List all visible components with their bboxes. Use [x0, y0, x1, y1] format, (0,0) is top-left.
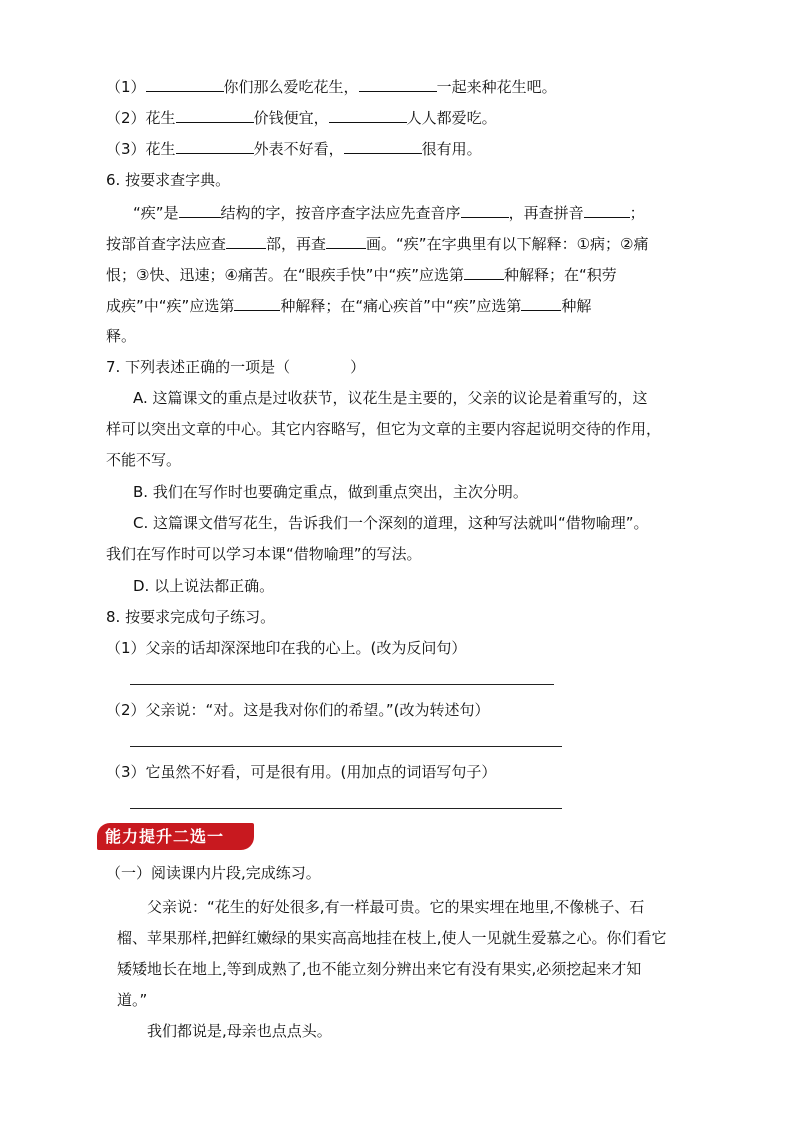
item-text: 一起来种花生吧。: [436, 78, 557, 96]
q6-line-3: [106, 264, 617, 285]
q8-sentence-3: （3）它虽然不好看，可是很有用。(用加点的词语写句子）: [106, 763, 497, 781]
answer-blank[interactable]: [461, 202, 509, 218]
q5-item-1: [106, 76, 557, 97]
answer-blank[interactable]: [234, 295, 280, 311]
q7-title-text: 7. 下列表述正确的一项是（: [106, 358, 291, 376]
answer-blank[interactable]: [176, 138, 254, 154]
answer-blank[interactable]: [176, 107, 254, 123]
passage-line-5: 我们都说是,母亲也点点头。: [147, 1022, 332, 1040]
q6-line-4: [106, 295, 591, 316]
q6-text: 种解: [561, 297, 592, 315]
passage-line-1: 父亲说：“花生的好处很多,有一样最可贵。它的果实埋在地里,不像桃子、石: [147, 898, 645, 916]
q5-item-2: [106, 107, 497, 128]
reading-heading: （一）阅读课内片段,完成练习。: [106, 864, 321, 882]
q5-item-3: [106, 138, 482, 159]
q6-text: 结构的字，按音序查字法应先查音序: [220, 204, 461, 222]
section-badge: 能力提升二选一: [97, 823, 254, 850]
item-text: 你们那么爱吃花生，: [223, 78, 359, 96]
item-text: 很有用。: [421, 140, 482, 158]
answer-blank[interactable]: [344, 138, 422, 154]
q7-title: [106, 357, 365, 377]
item-number: （3）: [106, 140, 146, 158]
q6-line-2: [106, 233, 648, 254]
passage-line-3: 矮矮地长在地上,等到成熟了,也不能立刻分辨出来它有没有果实,必须挖起来才知: [117, 960, 642, 978]
q7-option-a-line-3: 不能不写。: [106, 451, 182, 469]
q6-text: 种解释；在“积劳: [503, 266, 617, 284]
q8-title: 8. 按要求完成句子练习。: [106, 608, 276, 626]
answer-blank[interactable]: [179, 202, 221, 218]
answer-line[interactable]: [130, 808, 562, 809]
item-text: 人人都爱吃。: [406, 109, 497, 127]
q6-text: 恨；③快、迅速；④痛苦。在“眼疾手快”中“疾”应选第: [106, 266, 464, 284]
item-text: 花生: [145, 109, 176, 127]
item-number: （1）: [106, 78, 146, 96]
q6-text: 画。“疾”在字典里有以下解释：①病；②痛: [366, 235, 649, 253]
q7-option-b: B. 我们在写作时也要确定重点，做到重点突出，主次分明。: [133, 483, 528, 501]
q6-text: 成疾”中“疾”应选第: [106, 297, 235, 315]
answer-blank[interactable]: [326, 233, 366, 249]
q6-text: 部，再查: [266, 235, 327, 253]
q6-line-1: [133, 202, 645, 223]
answer-blank[interactable]: [521, 295, 561, 311]
passage-line-4: 道。”: [117, 991, 148, 1009]
q6-text: ；: [629, 204, 645, 222]
q6-title: 6. 按要求查字典。: [106, 171, 231, 189]
answer-blank[interactable]: [584, 202, 630, 218]
item-text: 花生: [145, 140, 176, 158]
item-text: 外表不好看，: [253, 140, 344, 158]
q6-text: “疾”是: [133, 204, 179, 222]
q6-text: 种解释；在“痛心疾首”中“疾”应选第: [280, 297, 522, 315]
q7-option-d: D. 以上说法都正确。: [133, 577, 275, 595]
passage-line-2: 榴、苹果那样,把鲜红嫩绿的果实高高地挂在枝上,使人一见就生爱慕之心。你们看它: [117, 929, 667, 947]
answer-line[interactable]: [130, 746, 562, 747]
q7-option-c-line-2: 我们在写作时可以学习本课“借物喻理”的写法。: [106, 545, 422, 563]
answer-blank[interactable]: [464, 264, 504, 280]
answer-blank[interactable]: [329, 107, 407, 123]
q7-option-a-line-2: 样可以突出文章的中心。其它内容略写，但它为文章的主要内容起说明交待的作用，: [106, 420, 662, 438]
q6-line-5: 释。: [106, 327, 137, 345]
q7-title-text: ）: [350, 358, 366, 376]
q8-sentence-2: （2）父亲说：“对。这是我对你们的希望。”(改为转述句）: [106, 701, 490, 719]
q6-text: 按部首查字法应查: [106, 235, 227, 253]
answer-blank[interactable]: [359, 76, 437, 92]
q7-option-c-line-1: C. 这篇课文借写花生，告诉我们一个深刻的道理，这种写法就叫“借物喻理”。: [133, 514, 649, 532]
answer-blank[interactable]: [226, 233, 266, 249]
q8-sentence-1: （1）父亲的话却深深地印在我的心上。(改为反问句）: [106, 639, 467, 657]
q7-option-a-line-1: A. 这篇课文的重点是过收获节，议花生是主要的，父亲的议论是着重写的，这: [133, 389, 648, 407]
answer-line[interactable]: [130, 684, 554, 685]
item-text: 价钱便宜，: [253, 109, 329, 127]
item-number: （2）: [106, 109, 146, 127]
q6-text: ，再查拼音: [508, 204, 584, 222]
answer-blank[interactable]: [146, 76, 224, 92]
